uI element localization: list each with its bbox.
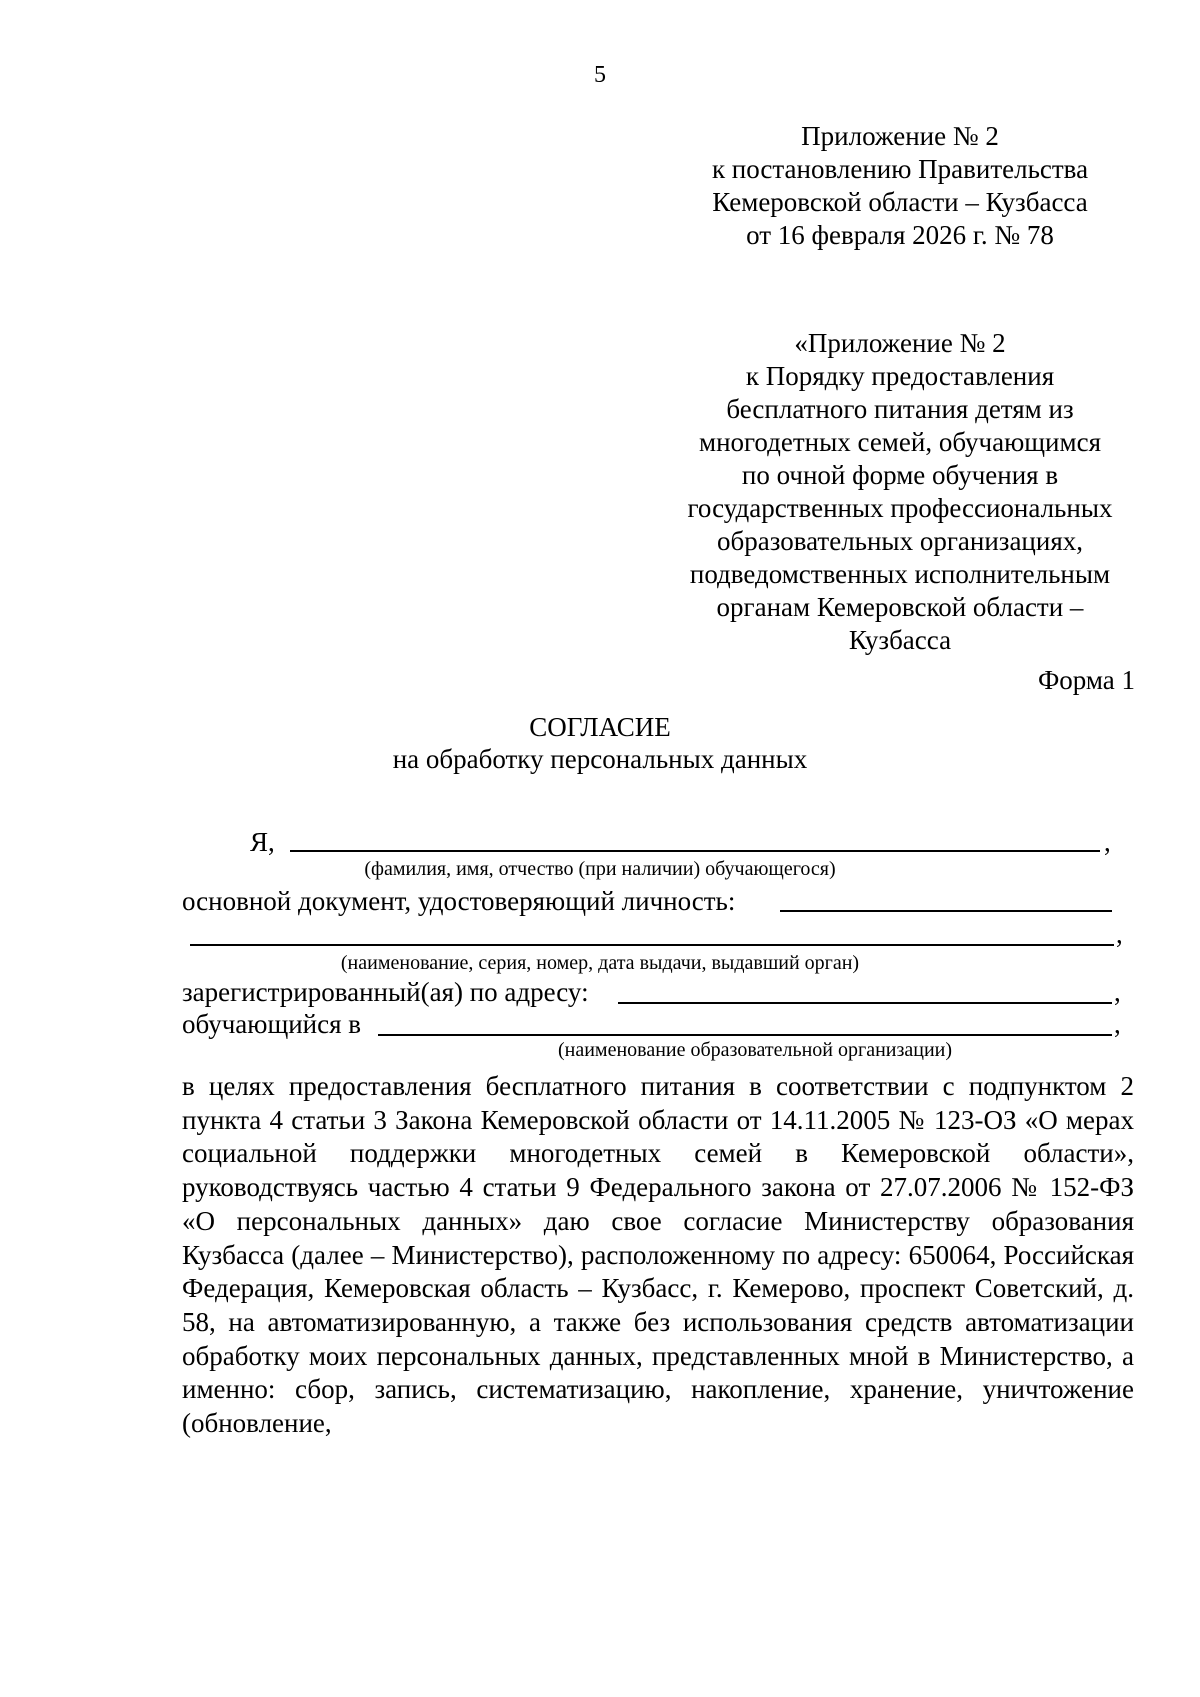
appendix-order-line: по очной форме обучения в [741,460,1059,490]
appendix-line: к постановлению Правительства [711,154,1089,184]
address-label: зарегистрированный(ая) по адресу: [182,977,589,1007]
document-subtitle: на обработку персональных данных [392,744,808,774]
organization-caption: (наименование образовательной организации) [557,1039,953,1061]
address-field[interactable] [618,1002,1112,1004]
id-document-caption: (наименование, серия, номер, дата выдачи, выдавший орган) [340,952,860,974]
appendix-order-line: к Порядку предоставления [745,361,1055,391]
student-label: обучающийся в [182,1009,362,1039]
name-field[interactable] [290,850,1100,852]
appendix-order-line: государственных профессиональных [687,493,1113,523]
appendix-header [660,120,1140,252]
appendix-order-line: образовательных организациях, [717,526,1083,556]
appendix-order-line: многодетных семей, обучающимся [698,427,1101,457]
document-title: СОГЛАСИЕ [529,712,671,742]
appendix-order-header [660,327,1140,657]
id-document-field[interactable] [780,910,1112,912]
appendix-order-line: бесплатного питания детям из [726,394,1074,424]
id-document-label: основной документ, удостоверяющий личность: [182,886,736,916]
comma: , [1114,1009,1121,1039]
comma: , [1114,977,1121,1007]
i-label: Я, [250,827,275,857]
comma: , [1116,919,1123,949]
form-label: Форма 1 [1037,665,1135,695]
appendix-line: от 16 февраля 2026 г. № 78 [746,220,1054,250]
appendix-order-line: органам Кемеровской области – [716,592,1084,622]
organization-field[interactable] [378,1034,1112,1036]
appendix-order-line: «Приложение № 2 [794,328,1006,358]
consent-body-text: в целях предоставления бесплатного питания в соответствии с подпунктом 2 пункта 4 статьи 3 Закона Кемеровской области от 14.11.2005 № 123-ОЗ «О мерах социальной поддержки многодетных семей в Кемеровской области», руководствуясь частью 4 статьи 9 Федерального закона от 27.07.2006 № 152-ФЗ «О персональных данных» даю свое согласие Министерству образования Кузбасса (далее – Министерство), расположенному по адресу: 650064, Российская Федерация, Кемеровская область – Кузбасс, г. Кемерово, проспект Советский, д. 58, на автоматизированную, а также без использования средств автоматизации обработку моих персональных данных, представленных мной в Министерство, а именно: сбор, запись, систематизацию, накопление, хранение, уничтожение (обновление, [182,1071,1134,1439]
appendix-line: Приложение № 2 [801,121,999,151]
appendix-order-line: подведомственных исполнительным [689,559,1111,589]
appendix-line: Кемеровской области – Кузбасса [712,187,1088,217]
appendix-order-line: Кузбасса [848,625,952,655]
name-caption: (фамилия, имя, отчество (при наличии) обучающегося) [364,858,836,880]
id-document-details-field[interactable] [190,944,1114,946]
comma: , [1104,827,1111,857]
page-number: 5 [594,62,606,88]
